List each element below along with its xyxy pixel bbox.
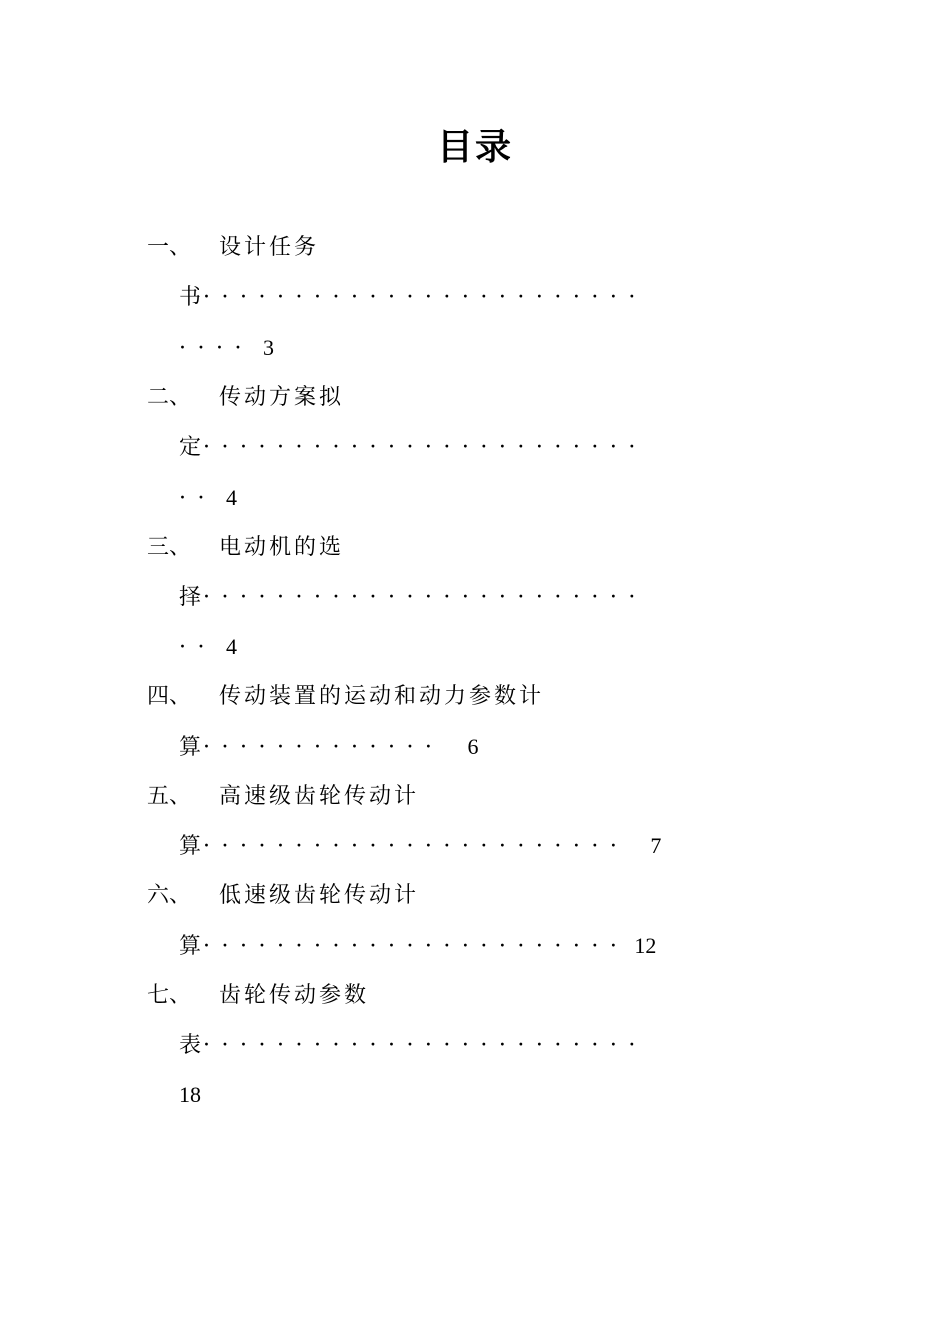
- toc-entry-title: 传动装置的运动和动力参数计: [219, 684, 545, 709]
- toc-dot-leader: ·············: [203, 735, 444, 760]
- toc-dot-leader: ························: [203, 585, 647, 610]
- toc-entry-3[interactable]: [147, 533, 344, 563]
- toc-entry-4-cont[interactable]: [179, 732, 478, 763]
- toc-entry-1-cont[interactable]: [179, 283, 647, 313]
- toc-entry-4[interactable]: [147, 682, 544, 712]
- page-title: 目录: [436, 127, 513, 168]
- toc-dot-leader: ························: [203, 1033, 647, 1058]
- toc-entry-title-tail: 算: [179, 834, 202, 859]
- toc-dot-leader: ··: [179, 486, 216, 511]
- toc-entry-3-page-line[interactable]: [179, 632, 237, 663]
- toc-dot-leader: ·······················: [203, 834, 629, 859]
- toc-entry-3-cont[interactable]: [179, 583, 647, 613]
- toc-entry-number: 一、: [147, 235, 192, 260]
- toc-dot-leader: ·······················: [203, 934, 629, 959]
- toc-entry-title: 设计任务: [219, 235, 320, 260]
- toc-entry-title: 电动机的选: [219, 535, 345, 560]
- toc-page-number: 4: [226, 485, 237, 510]
- toc-entry-title: 传动方案拟: [219, 385, 345, 410]
- toc-entry-title-tail: 择: [179, 585, 202, 610]
- toc-entry-number: 三、: [147, 535, 192, 560]
- toc-entry-title: 高速级齿轮传动计: [219, 784, 420, 809]
- toc-entry-number: 二、: [147, 385, 192, 410]
- toc-entry-title: 低速级齿轮传动计: [219, 883, 420, 908]
- toc-entry-title-tail: 定: [179, 435, 202, 460]
- toc-entry-1[interactable]: [147, 233, 319, 263]
- toc-entry-7-page-line[interactable]: [179, 1080, 201, 1111]
- toc-entry-7[interactable]: [147, 981, 369, 1011]
- toc-entry-number: 四、: [147, 684, 192, 709]
- toc-dot-leader: ························: [203, 435, 647, 460]
- toc-page-number: 3: [262, 335, 274, 360]
- toc-page-number: 18: [179, 1082, 201, 1107]
- toc-entry-title: 齿轮传动参数: [219, 983, 370, 1008]
- toc-entry-number: 七、: [147, 983, 192, 1008]
- toc-entry-title-tail: 算: [179, 934, 202, 959]
- toc-dot-leader: ························: [203, 285, 647, 310]
- toc-dot-leader: ····: [179, 336, 253, 361]
- toc-entry-1-page-line[interactable]: [179, 333, 274, 364]
- toc-entry-title-tail: 算: [179, 735, 202, 760]
- toc-page-number: 6: [467, 734, 479, 759]
- toc-entry-6-cont[interactable]: [179, 931, 656, 962]
- toc-entry-7-cont[interactable]: [179, 1031, 647, 1061]
- toc-page-number: 7: [650, 833, 662, 858]
- toc-entry-2-cont[interactable]: [179, 433, 647, 463]
- toc-entry-5-cont[interactable]: [179, 831, 661, 862]
- toc-entry-6[interactable]: [147, 881, 419, 911]
- toc-page-number: 4: [226, 634, 237, 659]
- toc-entry-title-tail: 表: [179, 1033, 202, 1058]
- toc-entry-2[interactable]: [147, 383, 344, 413]
- toc-entry-5[interactable]: [147, 782, 419, 812]
- toc-page-number: 12: [634, 933, 657, 958]
- toc-entry-number: 五、: [147, 784, 192, 809]
- toc-entry-2-page-line[interactable]: [179, 483, 237, 514]
- toc-entry-number: 六、: [147, 883, 192, 908]
- toc-entry-title-tail: 书: [179, 285, 202, 310]
- toc-dot-leader: ··: [179, 635, 216, 660]
